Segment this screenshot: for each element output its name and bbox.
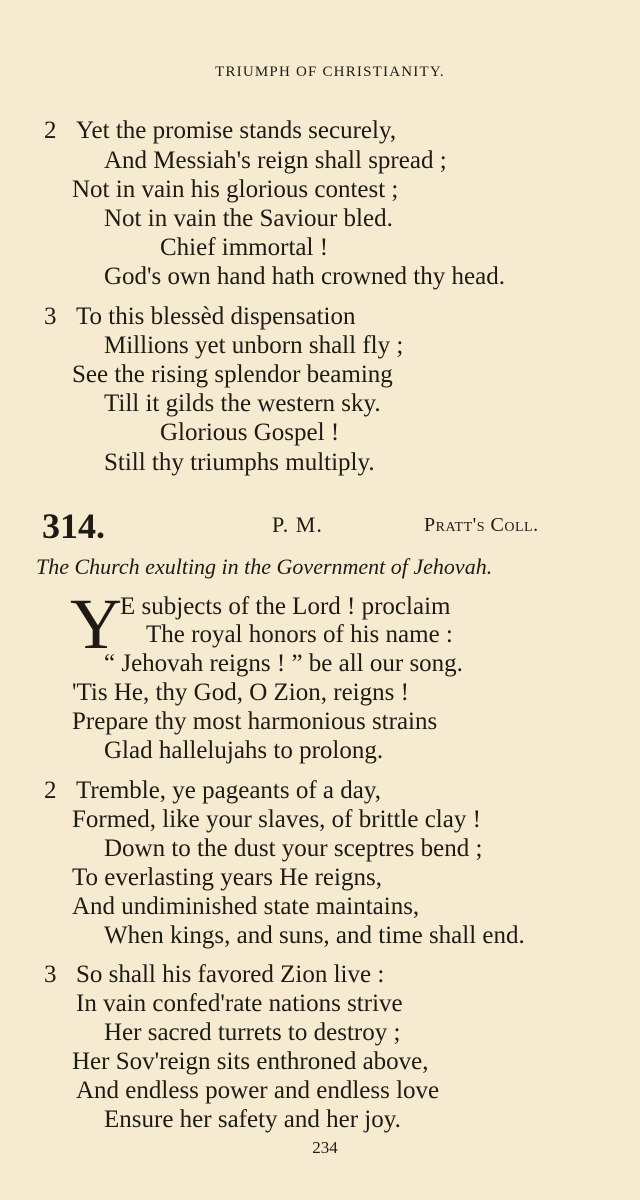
verse-line: So shall his favored Zion live :	[76, 961, 385, 988]
verse-line: Glad hallelujahs to prolong.	[104, 737, 384, 764]
drop-cap: Y	[70, 584, 122, 664]
verse-line: Still thy triumphs multiply.	[104, 449, 375, 476]
verse-line: Till it gilds the western sky.	[104, 390, 381, 417]
verse-line: Not in vain his glorious contest ;	[72, 176, 399, 203]
verse-line: God's own hand hath crowned thy head.	[104, 263, 505, 290]
verse-line: And undiminished state maintains,	[72, 893, 420, 920]
verse-number: 3	[44, 961, 57, 988]
verse-number: 3	[44, 303, 57, 330]
verse-line: Glorious Gospel !	[160, 419, 340, 446]
verse-line: Chief immortal !	[160, 234, 329, 261]
verse-line: To everlasting years He reigns,	[72, 864, 382, 891]
verse-line: Ensure her safety and her joy.	[104, 1106, 401, 1133]
hymn-number: 314.	[42, 506, 105, 546]
verse-line: Formed, like your slaves, of brittle clay !	[72, 806, 481, 833]
verse-line: 'Tis He, thy God, O Zion, reigns !	[72, 679, 409, 706]
verse-line: The royal honors of his name :	[146, 621, 453, 648]
verse-line: Yet the promise stands securely,	[76, 117, 397, 144]
verse-line: Prepare thy most harmonious strains	[72, 708, 438, 735]
verse-line: Her Sov'reign sits enthroned above,	[72, 1048, 429, 1075]
verse-line: Millions yet unborn shall fly ;	[104, 332, 404, 359]
verse-line: And Messiah's reign shall spread ;	[104, 147, 447, 174]
running-head: TRIUMPH OF CHRISTIANITY.	[215, 64, 445, 80]
verse-line: And endless power and endless love	[76, 1077, 440, 1104]
page-number: 234	[312, 1138, 338, 1157]
verse-number: 2	[44, 117, 57, 144]
verse-line: “ Jehovah reigns ! ” be all our song.	[104, 650, 463, 677]
hymn-subtitle: The Church exulting in the Government of Jehovah.	[36, 554, 493, 579]
verse-number: 2	[44, 777, 57, 804]
verse-line: Down to the dust your sceptres bend ;	[104, 835, 483, 862]
verse-line: Her sacred turrets to destroy ;	[104, 1019, 401, 1046]
verse-line: See the rising splendor beaming	[72, 361, 393, 388]
hymn-meter: P. M.	[272, 512, 323, 537]
verse-line: Not in vain the Saviour bled.	[104, 205, 393, 232]
verse-line: E subjects of the Lord ! proclaim	[120, 593, 451, 620]
hymn-source: Pratt's Coll.	[424, 514, 539, 536]
verse-line: When kings, and suns, and time shall end.	[104, 922, 525, 949]
verse-line: To this blessèd dispensation	[76, 303, 356, 330]
verse-line: Tremble, ye pageants of a day,	[76, 777, 382, 804]
verse-line: In vain confed'rate nations strive	[76, 990, 403, 1017]
